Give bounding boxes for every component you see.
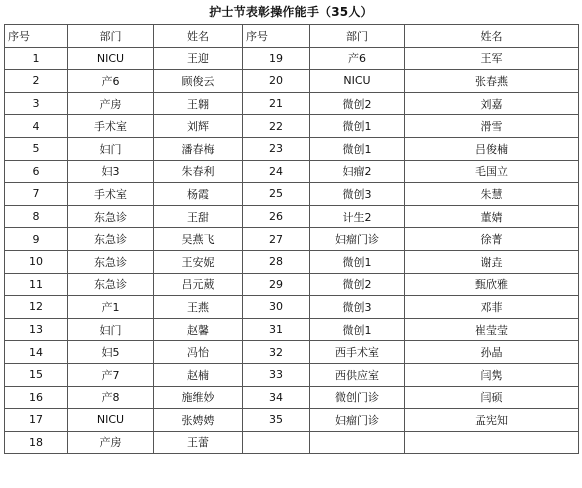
table-row	[5, 160, 579, 183]
table-row	[5, 92, 579, 115]
cell-department: NICU	[310, 70, 405, 93]
cell-department	[310, 431, 405, 454]
cell-department: 计生2	[310, 205, 405, 228]
cell-number: 18	[5, 431, 68, 454]
cell-department: 微创门诊	[310, 386, 405, 409]
cell-department: NICU	[68, 409, 154, 432]
cell-department: 东急诊	[68, 205, 154, 228]
cell-name: 杨霞	[154, 183, 243, 206]
cell-department: 微创1	[310, 250, 405, 273]
cell-name: 刘嘉	[405, 92, 579, 115]
cell-department: 微创1	[310, 318, 405, 341]
table-row	[5, 273, 579, 296]
table-row	[5, 409, 579, 432]
cell-number	[243, 431, 310, 454]
cell-number: 8	[5, 205, 68, 228]
cell-name: 甄欣雅	[405, 273, 579, 296]
cell-department: 妇门	[68, 137, 154, 160]
cell-name: 赵馨	[154, 318, 243, 341]
cell-department: 妇瘤门诊	[310, 409, 405, 432]
table-row	[5, 47, 579, 70]
table-row	[5, 250, 579, 273]
cell-name: 王甜	[154, 205, 243, 228]
header-number-right: 序号	[243, 25, 310, 48]
cell-department: 手术室	[68, 183, 154, 206]
cell-department: NICU	[68, 47, 154, 70]
cell-name: 王迎	[154, 47, 243, 70]
cell-department: 微创2	[310, 92, 405, 115]
cell-name: 吕俊楠	[405, 137, 579, 160]
cell-name: 朱春利	[154, 160, 243, 183]
cell-name: 毛国立	[405, 160, 579, 183]
cell-name: 闫硕	[405, 386, 579, 409]
table-row	[5, 137, 579, 160]
cell-name: 王燕	[154, 296, 243, 319]
cell-number: 12	[5, 296, 68, 319]
cell-number: 1	[5, 47, 68, 70]
table-row	[5, 228, 579, 251]
cell-department: 产6	[68, 70, 154, 93]
cell-department: 妇门	[68, 318, 154, 341]
cell-number: 5	[5, 137, 68, 160]
cell-number: 26	[243, 205, 310, 228]
table-row	[5, 205, 579, 228]
cell-number: 3	[5, 92, 68, 115]
table-row	[5, 363, 579, 386]
cell-department: 产房	[68, 431, 154, 454]
cell-name: 潘春梅	[154, 137, 243, 160]
cell-number: 4	[5, 115, 68, 138]
cell-number: 33	[243, 363, 310, 386]
cell-number: 21	[243, 92, 310, 115]
cell-department: 西手术室	[310, 341, 405, 364]
cell-name: 谢垚	[405, 250, 579, 273]
table-row	[5, 431, 579, 454]
header-department-left: 部门	[68, 25, 154, 48]
cell-name: 吕元葳	[154, 273, 243, 296]
table-header-row	[5, 25, 579, 48]
cell-number: 20	[243, 70, 310, 93]
cell-name: 王军	[405, 47, 579, 70]
cell-department: 手术室	[68, 115, 154, 138]
header-number-left: 序号	[5, 25, 68, 48]
cell-number: 35	[243, 409, 310, 432]
cell-name: 赵楠	[154, 363, 243, 386]
header-department-right: 部门	[310, 25, 405, 48]
roster-table	[4, 24, 579, 454]
header-name-right: 姓名	[405, 25, 579, 48]
cell-department: 微创2	[310, 273, 405, 296]
cell-name: 刘辉	[154, 115, 243, 138]
cell-name: 王蕾	[154, 431, 243, 454]
cell-department: 西供应室	[310, 363, 405, 386]
cell-number: 30	[243, 296, 310, 319]
cell-name: 吴燕飞	[154, 228, 243, 251]
cell-number: 11	[5, 273, 68, 296]
table-row	[5, 318, 579, 341]
cell-department: 产1	[68, 296, 154, 319]
cell-name: 邓菲	[405, 296, 579, 319]
cell-number: 19	[243, 47, 310, 70]
cell-number: 14	[5, 341, 68, 364]
cell-name: 张娉娉	[154, 409, 243, 432]
cell-department: 产6	[310, 47, 405, 70]
cell-department: 微创3	[310, 183, 405, 206]
cell-number: 25	[243, 183, 310, 206]
cell-number: 7	[5, 183, 68, 206]
cell-department: 东急诊	[68, 250, 154, 273]
cell-number: 28	[243, 250, 310, 273]
cell-name: 孙晶	[405, 341, 579, 364]
cell-name: 徐菁	[405, 228, 579, 251]
cell-number: 22	[243, 115, 310, 138]
table-row	[5, 115, 579, 138]
cell-number: 27	[243, 228, 310, 251]
cell-name: 施维妙	[154, 386, 243, 409]
cell-name: 冯怡	[154, 341, 243, 364]
cell-number: 6	[5, 160, 68, 183]
cell-department: 妇5	[68, 341, 154, 364]
cell-number: 10	[5, 250, 68, 273]
cell-number: 2	[5, 70, 68, 93]
table-body	[5, 47, 579, 454]
cell-department: 东急诊	[68, 273, 154, 296]
table-row	[5, 183, 579, 206]
cell-department: 东急诊	[68, 228, 154, 251]
cell-name: 滑雪	[405, 115, 579, 138]
cell-name: 王翱	[154, 92, 243, 115]
cell-name	[405, 431, 579, 454]
cell-number: 17	[5, 409, 68, 432]
cell-department: 微创3	[310, 296, 405, 319]
cell-department: 产房	[68, 92, 154, 115]
cell-name: 崔莹莹	[405, 318, 579, 341]
document-title: 护士节表彰操作能手（35人）	[209, 5, 373, 19]
cell-name: 王安妮	[154, 250, 243, 273]
cell-department: 妇瘤门诊	[310, 228, 405, 251]
header-name-left: 姓名	[154, 25, 243, 48]
cell-number: 24	[243, 160, 310, 183]
table-row	[5, 296, 579, 319]
cell-department: 妇瘤2	[310, 160, 405, 183]
table-row	[5, 70, 579, 93]
cell-number: 32	[243, 341, 310, 364]
cell-number: 29	[243, 273, 310, 296]
cell-department: 微创1	[310, 115, 405, 138]
cell-number: 16	[5, 386, 68, 409]
cell-name: 孟宪知	[405, 409, 579, 432]
cell-number: 15	[5, 363, 68, 386]
cell-department: 微创1	[310, 137, 405, 160]
cell-name: 顾俊云	[154, 70, 243, 93]
cell-number: 23	[243, 137, 310, 160]
cell-name: 朱慧	[405, 183, 579, 206]
cell-department: 产8	[68, 386, 154, 409]
cell-name: 张春燕	[405, 70, 579, 93]
table-row	[5, 341, 579, 364]
cell-number: 13	[5, 318, 68, 341]
cell-name: 董婧	[405, 205, 579, 228]
cell-department: 产7	[68, 363, 154, 386]
cell-name: 闫隽	[405, 363, 579, 386]
table-row	[5, 386, 579, 409]
cell-number: 31	[243, 318, 310, 341]
cell-number: 34	[243, 386, 310, 409]
cell-number: 9	[5, 228, 68, 251]
cell-department: 妇3	[68, 160, 154, 183]
